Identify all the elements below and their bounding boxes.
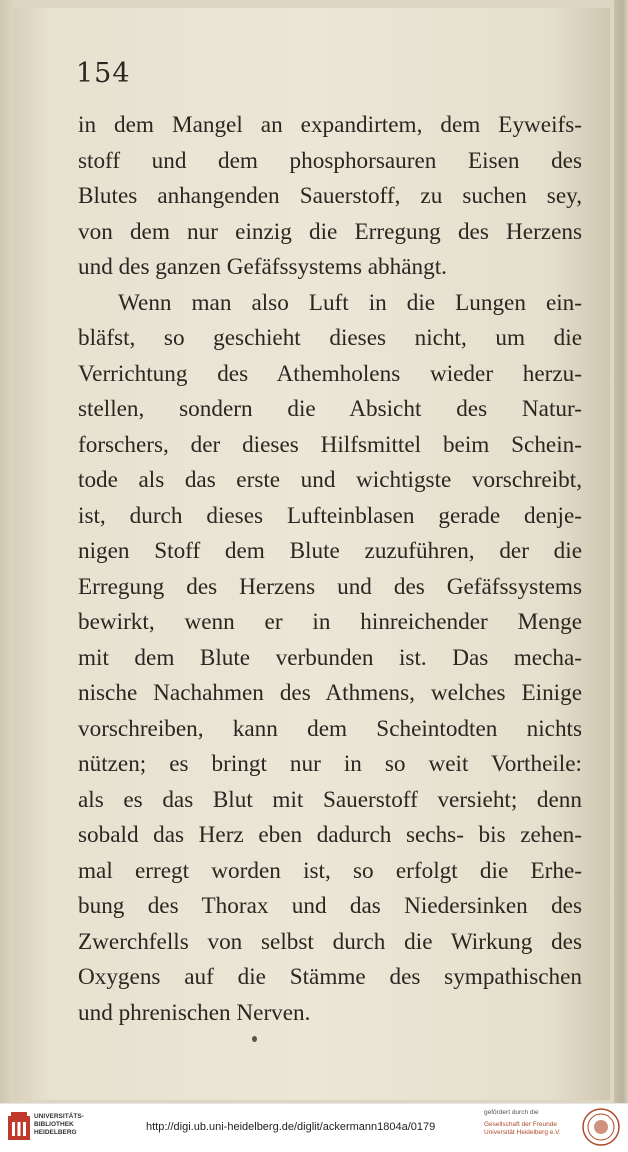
text-line: Wenn man also Luft in die Lungen ein- bbox=[118, 289, 582, 316]
footer-bar bbox=[0, 1103, 628, 1152]
library-name-line: UNIVERSITÄTS- bbox=[34, 1113, 84, 1120]
library-name bbox=[34, 1113, 84, 1137]
society-name bbox=[484, 1121, 561, 1137]
text-line: als es das Blut mit Sauerstoff versieht; denn bbox=[78, 786, 582, 813]
text-line: nützen; es bringt nur in so weit Vortheile: bbox=[78, 751, 582, 777]
text-line: Verrichtung des Athemholens wieder herzu- bbox=[78, 360, 582, 387]
permalink-url[interactable]: http://digi.ub.uni-heidelberg.de/diglit/ackermann1804a/0179 bbox=[146, 1121, 436, 1133]
text-line: bläfst, so geschieht dieses nicht, um die bbox=[78, 325, 582, 351]
text-line: mit dem Blute verbunden ist. Das mecha- bbox=[78, 644, 582, 671]
text-line: ist, durch dieses Lufteinblasen gerade denje- bbox=[78, 502, 582, 529]
text-line: stellen, sondern die Absicht des Natur- bbox=[78, 396, 582, 422]
body-text bbox=[78, 108, 582, 1031]
text-line: Zwerchfells von selbst durch die Wirkung des bbox=[78, 928, 582, 955]
ink-dot bbox=[252, 1036, 257, 1042]
society-seal-icon bbox=[582, 1108, 620, 1146]
text-line: von dem nur einzig die Erregung des Herzens bbox=[78, 218, 582, 245]
funded-by-label: gefördert durch die bbox=[484, 1109, 539, 1116]
text-line: und phrenischen Nerven. bbox=[78, 999, 311, 1026]
text-line: und des ganzen Gefäfssystems abhängt. bbox=[78, 254, 447, 280]
text-line: bung des Thorax und das Niedersinken des bbox=[78, 893, 582, 919]
text-line: Blutes anhangenden Sauerstoff, zu suchen sey, bbox=[78, 183, 582, 209]
text-line: nigen Stoff dem Blute zuzuführen, der die bbox=[78, 538, 582, 564]
library-name-line: BIBLIOTHEK bbox=[34, 1121, 74, 1128]
text-line: in dem Mangel an expandirtem, dem Eyweifs- bbox=[78, 112, 582, 138]
page-right-edge bbox=[614, 0, 628, 1103]
society-name-line: Gesellschaft der Freunde bbox=[484, 1121, 557, 1128]
text-line: forschers, der dieses Hilfsmittel beim Schein- bbox=[78, 431, 582, 458]
text-line: nische Nachahmen des Athmens, welches Einige bbox=[78, 680, 582, 706]
page-number: 154 bbox=[76, 58, 131, 89]
society-name-line: Universität Heidelberg e.V. bbox=[484, 1129, 561, 1136]
text-line: tode als das erste und wichtigste vorschreibt, bbox=[78, 467, 582, 493]
text-line: mal erregt worden ist, so erfolgt die Erhe- bbox=[78, 857, 582, 884]
text-line: vorschreiben, kann dem Scheintodten nichts bbox=[78, 715, 582, 742]
text-line: Erregung des Herzens und des Gefäfssystems bbox=[78, 573, 582, 600]
text-line: sobald das Herz eben dadurch sechs- bis zehen- bbox=[78, 822, 582, 848]
library-name-line: HEIDELBERG bbox=[34, 1129, 77, 1136]
text-line: bewirkt, wenn er in hinreichender Menge bbox=[78, 609, 582, 635]
text-line: Oxygens auf die Stämme des sympathischen bbox=[78, 964, 582, 990]
library-logo-icon bbox=[8, 1112, 30, 1140]
text-line: stoff und dem phosphorsauren Eisen des bbox=[78, 147, 582, 174]
page-left-edge bbox=[0, 0, 14, 1103]
